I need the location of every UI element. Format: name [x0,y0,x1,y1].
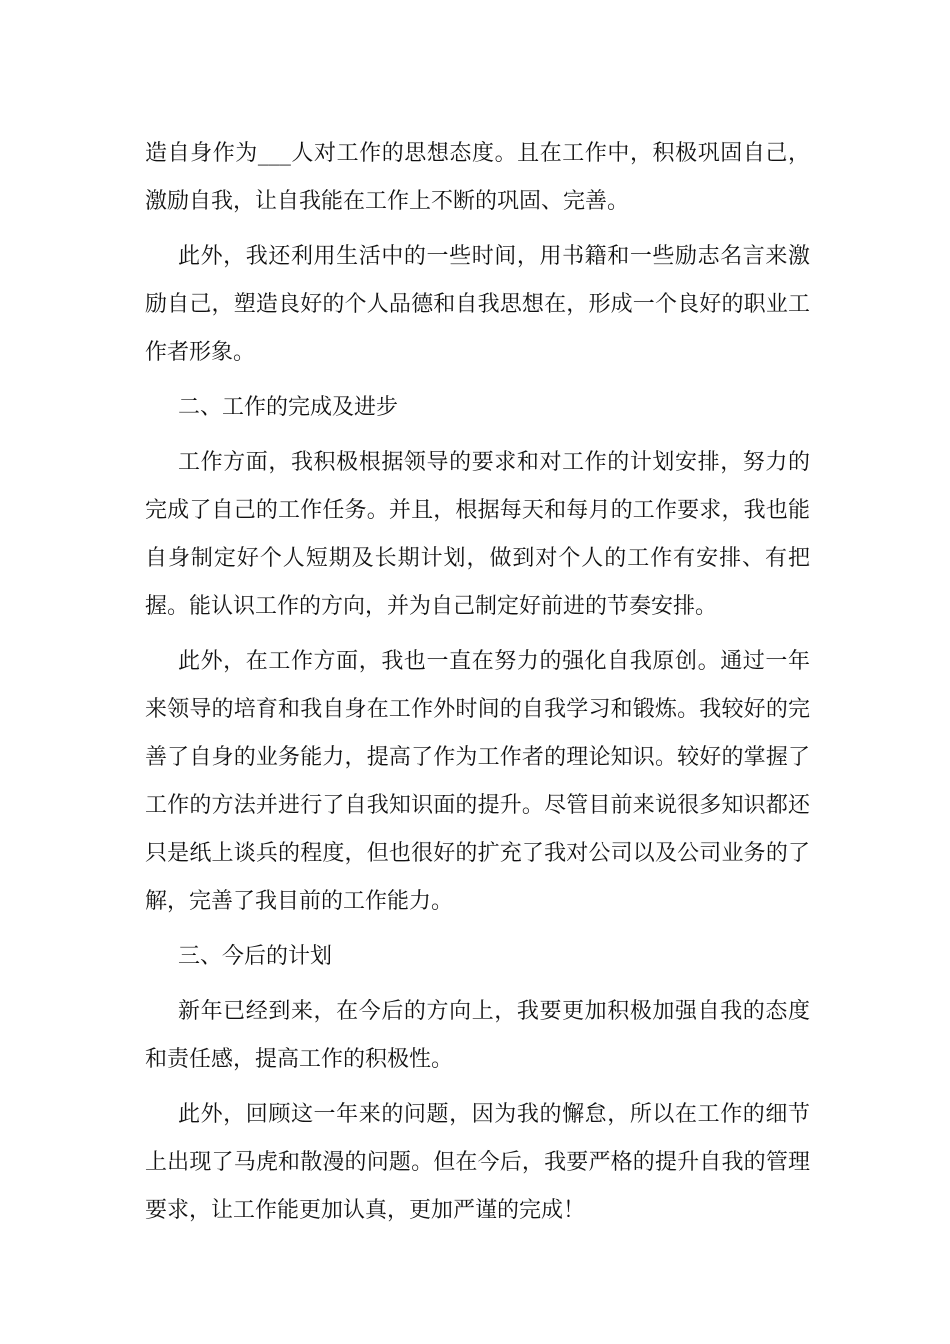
paragraph: 工作方面，我积极根据领导的要求和对工作的计划安排，努力的完成了自己的工作任务。并且，根据每天和每月的工作要求，我也能自身制定好个人短期及长期计划，做到对个人的工作有安排、有把握。能认识工作的方向，并为自己制定好前进的节奏安排。 [145,450,810,619]
paragraph: 此外，我还利用生活中的一些时间，用书籍和一些励志名言来激励自己，塑造良好的个人品德和自我思想在，形成一个良好的职业工作者形象。 [145,244,810,365]
paragraph-continuation: 造自身作为___人对工作的思想态度。且在工作中，积极巩固自己，激励自我，让自我能在工作上不断的巩固、完善。 [145,141,810,214]
paragraph: 此外，回顾这一年来的问题，因为我的懈怠，所以在工作的细节上出现了马虎和散漫的问题。但在今后，我要严格的提升自我的管理要求，让工作能更加认真，更加严谨的完成！ [145,1102,810,1223]
document-body [145,130,810,1242]
paragraph: 新年已经到来，在今后的方向上，我要更加积极加强自我的态度和责任感，提高工作的积极性。 [145,999,810,1072]
paragraph: 此外，在工作方面，我也一直在努力的强化自我原创。通过一年来领导的培育和我自身在工作外时间的自我学习和锻炼。我较好的完善了自身的业务能力，提高了作为工作者的理论知识。较好的掌握了工作的方法并进行了自我知识面的提升。尽管目前来说很多知识都还只是纸上谈兵的程度，但也很好的扩充了我对公司以及公司业务的了解，完善了我目前的工作能力。 [145,649,810,914]
section-heading: 三、今后的计划 [178,944,333,969]
section-heading: 二、工作的完成及进步 [178,395,399,420]
